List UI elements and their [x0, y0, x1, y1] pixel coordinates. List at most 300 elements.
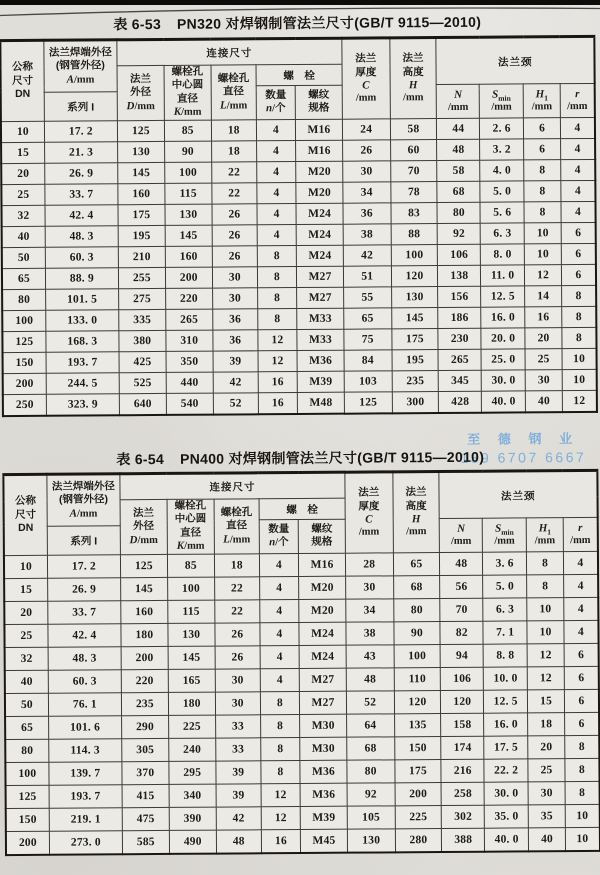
cell: 8. 0 — [480, 244, 524, 265]
cell: 78 — [390, 181, 437, 202]
cell: 100 — [5, 762, 49, 785]
cell: 388 — [442, 828, 485, 852]
cell: 200 — [6, 831, 50, 855]
cell: 43 — [346, 645, 394, 668]
cell: 425 — [119, 351, 166, 372]
cell: 55 — [344, 287, 392, 308]
cell: 15 — [4, 578, 48, 601]
cell: 26 — [212, 246, 257, 267]
cell: 30 — [215, 692, 260, 715]
cell: 5. 0 — [480, 181, 524, 202]
cell: M30 — [300, 737, 347, 760]
pn400-table — [2, 469, 600, 856]
cell: 273. 0 — [49, 831, 122, 855]
cell: M48 — [297, 392, 344, 414]
cell: 115 — [165, 183, 212, 204]
cell: 4 — [560, 117, 595, 138]
cell: 4 — [563, 551, 598, 574]
cell: 8 — [562, 327, 597, 348]
cell: 16. 0 — [481, 307, 525, 328]
cell: 133. 0 — [46, 310, 119, 332]
cell: 10 — [1, 121, 45, 142]
cell: M33 — [297, 329, 344, 350]
cell: 4 — [257, 182, 296, 203]
cell: 12 — [258, 350, 297, 371]
cell: M20 — [296, 182, 343, 203]
cell: 10 — [524, 244, 561, 265]
cell: 101. 6 — [48, 716, 121, 740]
cell: 30 — [212, 288, 257, 309]
cell: 8 — [565, 735, 600, 758]
cell: 32 — [5, 647, 49, 670]
cell: 10 — [565, 804, 600, 827]
cell: M39 — [300, 806, 347, 829]
cell: 10 — [527, 598, 564, 621]
cell: 180 — [168, 692, 215, 715]
cell: 48. 3 — [45, 226, 118, 248]
cell: 160 — [121, 600, 168, 623]
cell: 48 — [440, 552, 483, 575]
cell: 25. 0 — [481, 349, 525, 370]
cell: 145 — [165, 225, 212, 246]
cell: 150 — [394, 736, 441, 759]
cell: 65 — [2, 268, 46, 289]
cell: 130 — [117, 141, 164, 162]
cell: 36 — [343, 203, 391, 224]
cell: 58 — [390, 118, 437, 139]
cell: 200 — [121, 646, 168, 669]
cell: 48 — [437, 139, 480, 160]
cell: 175 — [394, 759, 441, 782]
col-header-smin: $S_{min}$ /mm — [482, 518, 526, 552]
col-header-bolt-hole: 螺栓孔 直径 L/mm — [211, 65, 257, 120]
cell: 145 — [168, 646, 215, 669]
cell: 42 — [343, 245, 391, 266]
cell: 370 — [122, 761, 169, 784]
cell: 39 — [216, 784, 261, 807]
cell: 68 — [437, 181, 480, 202]
col-header-flange-od: 法兰 外径 D/mm — [117, 65, 164, 120]
cell: 80 — [347, 760, 395, 783]
col-header-bolt-qty: 数量 n/个 — [259, 520, 298, 554]
cell: 25 — [525, 349, 562, 370]
cell: 300 — [392, 391, 439, 413]
cell: 200 — [165, 267, 212, 288]
cell: 40 — [2, 226, 46, 247]
cell: 390 — [169, 807, 216, 830]
cell: M33 — [297, 308, 344, 329]
cell: 193. 7 — [46, 352, 119, 374]
cell: 8 — [527, 575, 564, 598]
cell: 42. 4 — [45, 205, 118, 227]
cell: 125 — [344, 392, 392, 414]
cell: 20 — [528, 736, 565, 759]
col-header-connection: 连接尺寸 — [117, 38, 342, 66]
cell: 6. 3 — [483, 598, 527, 621]
cell: 30 — [212, 267, 257, 288]
cell: 6 — [564, 643, 599, 666]
cell: 26 — [343, 140, 391, 161]
cell: 415 — [122, 784, 169, 807]
cell: 70 — [390, 160, 437, 181]
cell: 265 — [166, 309, 213, 330]
col-header-neck: 法兰颈 — [436, 36, 594, 84]
cell: 39 — [213, 351, 258, 372]
cell: 8 — [565, 758, 600, 781]
cell: 25 — [4, 624, 48, 647]
cell: 16 — [258, 392, 297, 414]
cell: 101. 5 — [45, 289, 118, 311]
col-header-thread: 螺纹 规格 — [298, 519, 345, 553]
cell: 125 — [2, 331, 46, 352]
cell: 85 — [164, 120, 211, 141]
cell: 220 — [121, 669, 168, 692]
cell: 130 — [168, 623, 215, 646]
cell: 42 — [216, 807, 261, 830]
cell: 65 — [393, 552, 440, 575]
cell: 75 — [344, 329, 392, 350]
cell: 3. 6 — [483, 552, 527, 575]
cell: 114. 3 — [49, 739, 122, 763]
cell: 10 — [562, 369, 597, 390]
cell: 139. 7 — [49, 762, 122, 786]
cell: 12 — [525, 265, 562, 286]
table1-caption-title: PN320 对焊钢制管法兰尺寸(GB/T 9115—2010) — [176, 13, 482, 32]
cell: M27 — [299, 691, 346, 714]
col-header-height: 法兰 高度 H /mm — [389, 38, 436, 119]
cell: 150 — [6, 808, 50, 831]
cell: M20 — [296, 161, 343, 182]
cell: 4 — [564, 574, 599, 597]
cell: 14 — [525, 286, 562, 307]
cell: 120 — [391, 265, 438, 286]
cell: 48 — [346, 668, 394, 691]
cell: 428 — [439, 391, 482, 413]
cell: 175 — [118, 204, 165, 225]
col-header-connection: 连接尺寸 — [120, 472, 345, 500]
cell: 6 — [565, 712, 600, 735]
cell: M27 — [299, 668, 346, 691]
col-header-smin: $S_{min}$ /mm — [479, 84, 523, 118]
cell: 3. 2 — [480, 139, 524, 160]
table1-caption — [0, 11, 597, 35]
cell: 4. 0 — [480, 160, 524, 181]
cell: 18 — [214, 554, 259, 577]
cell: 130 — [165, 204, 212, 225]
cell: M27 — [297, 287, 344, 308]
cell: 100 — [167, 577, 214, 600]
cell: 165 — [168, 669, 215, 692]
cell: 12 — [258, 329, 297, 350]
cell: 60 — [390, 139, 437, 160]
cell: 35 — [528, 805, 565, 828]
cell: 8 — [565, 781, 600, 804]
cell: 26. 9 — [45, 163, 118, 185]
cell: 105 — [347, 806, 395, 829]
cell: 17. 5 — [484, 736, 528, 759]
cell: 4 — [257, 203, 296, 224]
col-header-weld-od: 法兰焊端外径 (钢管外径) A/mm — [47, 474, 120, 526]
cell: 38 — [343, 224, 391, 245]
cell: M20 — [299, 599, 346, 622]
cell: M39 — [297, 371, 344, 392]
cell: 250 — [3, 394, 47, 416]
cell: 56 — [440, 575, 483, 598]
cell: 26 — [212, 204, 257, 225]
cell: 21. 3 — [44, 142, 117, 164]
cell: 4 — [259, 553, 298, 576]
cell: M24 — [299, 622, 346, 645]
cell: M16 — [295, 119, 342, 140]
cell: 110 — [394, 667, 441, 690]
cell: 10 — [527, 621, 564, 644]
cell: 540 — [166, 393, 213, 415]
table-row — [6, 827, 600, 855]
cell: 68 — [347, 737, 395, 760]
cell: 35. 0 — [484, 805, 528, 828]
cell: 68 — [393, 575, 440, 598]
cell: 120 — [441, 690, 484, 713]
cell: 30. 0 — [484, 782, 528, 805]
cell: 16 — [261, 829, 300, 853]
cell: 33. 7 — [45, 184, 118, 206]
col-header-bolt-circle: 螺栓孔 中心圆 直径 K/mm — [167, 499, 214, 554]
cell: 32 — [1, 205, 45, 226]
cell: 195 — [392, 349, 439, 370]
cell: 193. 7 — [49, 785, 122, 809]
cell: 26. 9 — [47, 578, 120, 602]
cell: 40 — [529, 828, 566, 852]
cell: 22 — [211, 162, 256, 183]
cell: 225 — [168, 715, 215, 738]
col-header-n: N /mm — [437, 84, 480, 118]
cell: 51 — [343, 266, 391, 287]
cell: 30 — [528, 782, 565, 805]
pn320-table — [0, 35, 598, 417]
cell: 6. 3 — [480, 223, 524, 244]
cell: 20 — [525, 328, 562, 349]
cell: M20 — [299, 576, 346, 599]
cell: 17. 2 — [44, 121, 117, 143]
cell: 585 — [122, 830, 169, 854]
cell: 82 — [440, 621, 483, 644]
cell: 195 — [118, 225, 165, 246]
col-header-height: 法兰 高度 H /mm — [392, 472, 439, 553]
cell: 34 — [343, 182, 391, 203]
cell: 4 — [257, 224, 296, 245]
cell: 100 — [391, 244, 438, 265]
cell: 8 — [260, 691, 299, 714]
cell: 186 — [438, 307, 481, 328]
cell: 52 — [346, 691, 394, 714]
cell: 4 — [561, 180, 596, 201]
cell: 60. 3 — [48, 670, 121, 694]
cell: 40. 0 — [482, 391, 526, 413]
cell: 15 — [528, 690, 565, 713]
cell: M24 — [296, 203, 343, 224]
col-header-bolt: 螺 栓 — [256, 64, 342, 86]
cell: 84 — [344, 350, 392, 371]
cell: 240 — [169, 738, 216, 761]
col-header-bolt-hole: 螺栓孔 直径 L/mm — [214, 499, 260, 554]
cell: 94 — [441, 644, 484, 667]
cell: 76. 1 — [48, 693, 121, 717]
cell: 180 — [121, 623, 168, 646]
table2-header — [3, 470, 598, 555]
cell: 12 — [527, 644, 564, 667]
cell: 120 — [394, 690, 441, 713]
cell: 10 — [562, 348, 597, 369]
cell: M45 — [300, 829, 347, 853]
cell: 10 — [524, 223, 561, 244]
cell: 8 — [527, 552, 564, 575]
cell: 33. 7 — [48, 601, 121, 625]
cell: 8 — [260, 714, 299, 737]
cell: 80 — [5, 739, 49, 762]
cell: 58 — [437, 160, 480, 181]
cell: 156 — [438, 286, 481, 307]
cell: 345 — [439, 370, 482, 391]
cell: 25 — [528, 759, 565, 782]
cell: 4 — [260, 668, 299, 691]
cell: 16 — [258, 371, 297, 392]
cell: 230 — [438, 328, 481, 349]
cell: 65 — [5, 716, 49, 739]
cell: 4 — [260, 599, 299, 622]
cell: 8 — [258, 308, 297, 329]
cell: 11. 0 — [481, 265, 525, 286]
cell: 16. 0 — [484, 713, 528, 736]
cell: 17. 2 — [47, 555, 120, 579]
cell: 8 — [524, 202, 561, 223]
cell: 174 — [441, 736, 484, 759]
cell: 145 — [118, 162, 165, 183]
col-header-r: r /mm — [560, 83, 595, 117]
col-header-r: r /mm — [563, 517, 598, 551]
cell: 4 — [561, 138, 596, 159]
cell: 16 — [525, 307, 562, 328]
cell: 150 — [3, 352, 47, 373]
col-header-n: N /mm — [440, 518, 483, 552]
cell: 12 — [527, 667, 564, 690]
cell: 6 — [561, 243, 596, 264]
cell: 2. 6 — [480, 118, 524, 139]
cell: M36 — [300, 760, 347, 783]
cell: 168. 3 — [46, 331, 119, 353]
cell: 158 — [441, 713, 484, 736]
cell: 6 — [564, 666, 599, 689]
cell: 36 — [212, 309, 257, 330]
col-header-series: 系列 I — [47, 526, 120, 556]
cell: 80 — [2, 289, 46, 310]
cell: M36 — [297, 350, 344, 371]
cell: 90 — [393, 621, 440, 644]
cell: 145 — [121, 577, 168, 600]
cell: 7. 1 — [483, 621, 527, 644]
cell: 12 — [261, 806, 300, 829]
cell: 44 — [437, 118, 480, 139]
cell: 30 — [525, 370, 562, 391]
cell: M16 — [296, 140, 343, 161]
cell: 38 — [346, 622, 394, 645]
cell: 70 — [440, 598, 483, 621]
cell: 265 — [438, 349, 481, 370]
cell: 92 — [438, 223, 481, 244]
table2-caption-title: PN400 对焊钢制管法兰尺寸(GB/T 9115—2010) — [179, 448, 485, 467]
cell: 6 — [561, 264, 596, 285]
cell: 275 — [118, 288, 165, 309]
col-header-thickness: 法兰 厚度 C /mm — [345, 472, 393, 553]
cell: 8 — [257, 287, 296, 308]
cell: 40 — [5, 670, 49, 693]
cell: 22. 2 — [484, 759, 528, 782]
cell: 130 — [391, 286, 438, 307]
col-header-h1: $H_1$ /mm — [526, 518, 563, 552]
cell: 88. 9 — [45, 268, 118, 290]
cell: 125 — [120, 554, 167, 577]
pn320-table-body — [1, 117, 597, 416]
cell: 4 — [561, 159, 596, 180]
cell: 225 — [395, 805, 442, 828]
cell: 50 — [5, 693, 49, 716]
cell: 26 — [215, 623, 260, 646]
cell: M24 — [296, 245, 343, 266]
cell: 135 — [394, 713, 441, 736]
cell: 302 — [442, 805, 485, 828]
cell: 80 — [393, 598, 440, 621]
cell: 20 — [4, 601, 48, 624]
cell: 8 — [524, 160, 561, 181]
col-header-bolt-circle: 螺栓孔 中心圆 直径 K/mm — [164, 65, 211, 120]
cell: 235 — [121, 692, 168, 715]
col-header-thread: 螺纹 规格 — [295, 85, 342, 119]
cell: M16 — [299, 553, 346, 576]
cell: 8 — [524, 181, 561, 202]
watermark-company: 至 德 钢 业 — [467, 431, 580, 447]
cell: 258 — [441, 782, 484, 805]
cell: 103 — [344, 371, 392, 392]
cell: 30. 0 — [481, 370, 525, 391]
cell: M24 — [299, 645, 346, 668]
cell: 210 — [118, 246, 165, 267]
cell: 18 — [211, 120, 256, 141]
cell: 10 — [565, 827, 600, 851]
cell: 216 — [441, 759, 484, 782]
cell: 28 — [345, 553, 393, 576]
cell: 12. 5 — [484, 690, 528, 713]
cell: 100 — [165, 162, 212, 183]
cell: 42 — [213, 372, 258, 393]
cell: M30 — [300, 714, 347, 737]
cell: M24 — [296, 224, 343, 245]
cell: 200 — [395, 782, 442, 805]
cell: 4 — [257, 161, 296, 182]
cell: 25 — [1, 184, 45, 205]
cell: 15 — [1, 142, 45, 163]
cell: 440 — [166, 372, 213, 393]
cell: 106 — [438, 244, 481, 265]
cell: 335 — [119, 309, 166, 330]
cell: 40. 0 — [485, 828, 529, 852]
cell: 30 — [343, 161, 391, 182]
cell: 92 — [347, 783, 395, 806]
cell: 26 — [215, 646, 260, 669]
cell: 323. 9 — [46, 394, 119, 416]
col-header-dn: 公称 尺寸 DN — [0, 40, 44, 121]
cell: 8 — [257, 245, 296, 266]
cell: 85 — [167, 554, 214, 577]
col-header-bolt: 螺 栓 — [259, 498, 345, 520]
